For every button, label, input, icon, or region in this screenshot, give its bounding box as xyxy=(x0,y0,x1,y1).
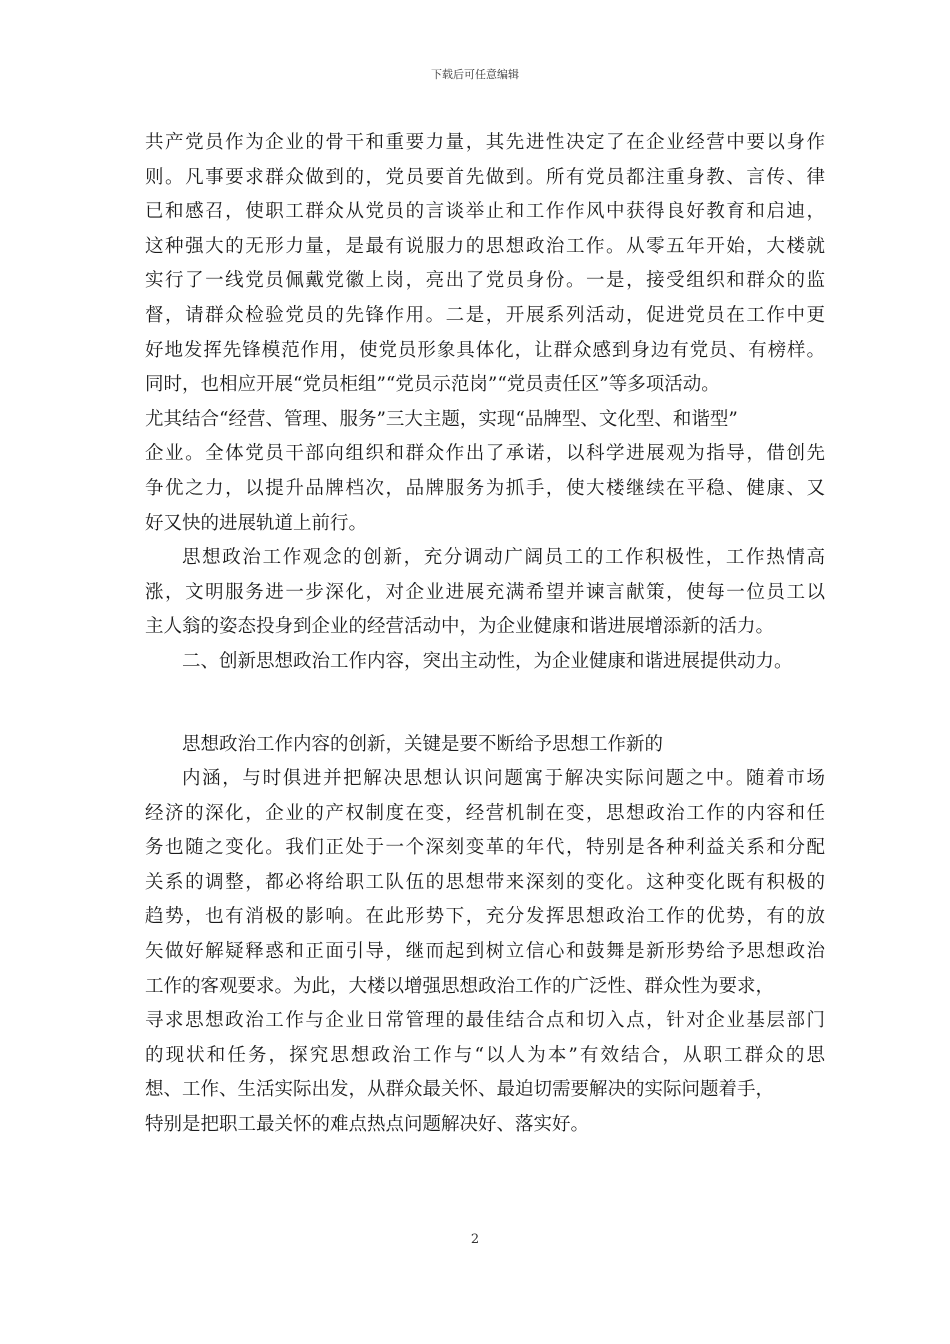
paragraph-3-lead xyxy=(145,728,825,763)
text-line: 主人翁的姿态投身到企业的经营活动中，为企业健康和谐进展增添新的活力。 xyxy=(145,616,775,638)
text-line: 同时，也相应开展“党员柜组”“党员示范岗”“党员责任区”等多项活动。 xyxy=(145,374,720,396)
text-line: 关系的调整，都必将给职工队伍的思想带来深刻的变化。这种变化既有积极的 xyxy=(145,871,825,893)
text-line: 经济的深化，企业的产权制度在变，经营机制在变，思想政治工作的内容和任 xyxy=(145,802,825,824)
text-line: 督，请群众检验党员的先锋作用。二是，开展系列活动，促进党员在工作中更 xyxy=(145,304,825,326)
text-line: 想、工作、生活实际出发，从群众最关怀、最迫切需要解决的实际问题着手， xyxy=(145,1079,775,1101)
blank-gap xyxy=(145,680,825,728)
heading-line: 二、创新思想政治工作内容，突出主动性，为企业健康和谐进展提供动力。 xyxy=(182,650,793,672)
text-line: 思想政治工作内容的创新，关键是要不断给予思想工作新的 xyxy=(182,733,664,755)
text-line: 涨，文明服务进一步深化，对企业进展充满希望并谏言献策，使每一位员工以 xyxy=(145,581,825,603)
text-line: 这种强大的无形力量，是最有说服力的思想政治工作。从零五年开始，大楼就 xyxy=(145,235,825,257)
text-line: 已和感召，使职工群众从党员的言谈举止和工作作风中获得良好教育和启迪， xyxy=(145,201,825,223)
paragraph-3 xyxy=(145,762,825,1143)
text-line: 特别是把职工最关怀的难点热点问题解决好、落实好。 xyxy=(145,1114,590,1136)
document-body xyxy=(145,126,825,1143)
text-line: 工作的客观要求。为此，大楼以增强思想政治工作的广泛性、群众性为要求， xyxy=(145,975,775,997)
page-header: 下载后可任意编辑 xyxy=(431,68,519,81)
text-line: 争优之力，以提升品牌档次，品牌服务为抓手，使大楼继续在平稳、健康、又 xyxy=(145,477,825,499)
text-line: 好地发挥先锋模范作用，使党员形象具体化，让群众感到身边有党员、有榜样。 xyxy=(145,339,825,361)
text-line: 共产党员作为企业的骨干和重要力量，其先进性决定了在企业经营中要以身作 xyxy=(145,132,825,153)
text-line: 务也随之变化。我们正处于一个深刻变革的年代，特别是各种利益关系和分配 xyxy=(145,837,825,859)
text-line: 尤其结合“经营、管理、服务”三大主题，实现“品牌型、文化型、和谐型” xyxy=(145,408,738,430)
text-line: 实行了一线党员佩戴党徽上岗，亮出了党员身份。一是，接受组织和群众的监 xyxy=(145,270,825,292)
text-line: 的现状和任务，探究思想政治工作与“以人为本”有效结合，从职工群众的思 xyxy=(145,1044,825,1066)
text-line: 则。凡事要求群众做到的，党员要首先做到。所有党员都注重身教、言传、律 xyxy=(145,166,825,188)
text-line: 寻求思想政治工作与企业日常管理的最佳结合点和切入点，针对企业基层部门 xyxy=(145,1010,825,1032)
text-line: 矢做好解疑释惑和正面引导，继而起到树立信心和鼓舞是新形势给予思想政治 xyxy=(145,941,825,963)
text-line: 内涵，与时俱进并把解决思想认识问题寓于解决实际问题之中。随着市场 xyxy=(182,768,825,790)
text-line: 思想政治工作观念的创新，充分调动广阔员工的工作积极性，工作热情高 xyxy=(182,547,825,569)
paragraph-2 xyxy=(145,541,825,645)
text-line: 趋势，也有消极的影响。在此形势下，充分发挥思想政治工作的优势，有的放 xyxy=(145,906,825,928)
page-number: 2 xyxy=(470,1232,480,1247)
paragraph-1 xyxy=(145,126,825,541)
text-line: 好又快的进展轨道上前行。 xyxy=(145,512,368,534)
section-heading xyxy=(145,645,825,680)
text-line: 企业。全体党员干部向组织和群众作出了承诺，以科学进展观为指导，借创先 xyxy=(145,443,825,465)
